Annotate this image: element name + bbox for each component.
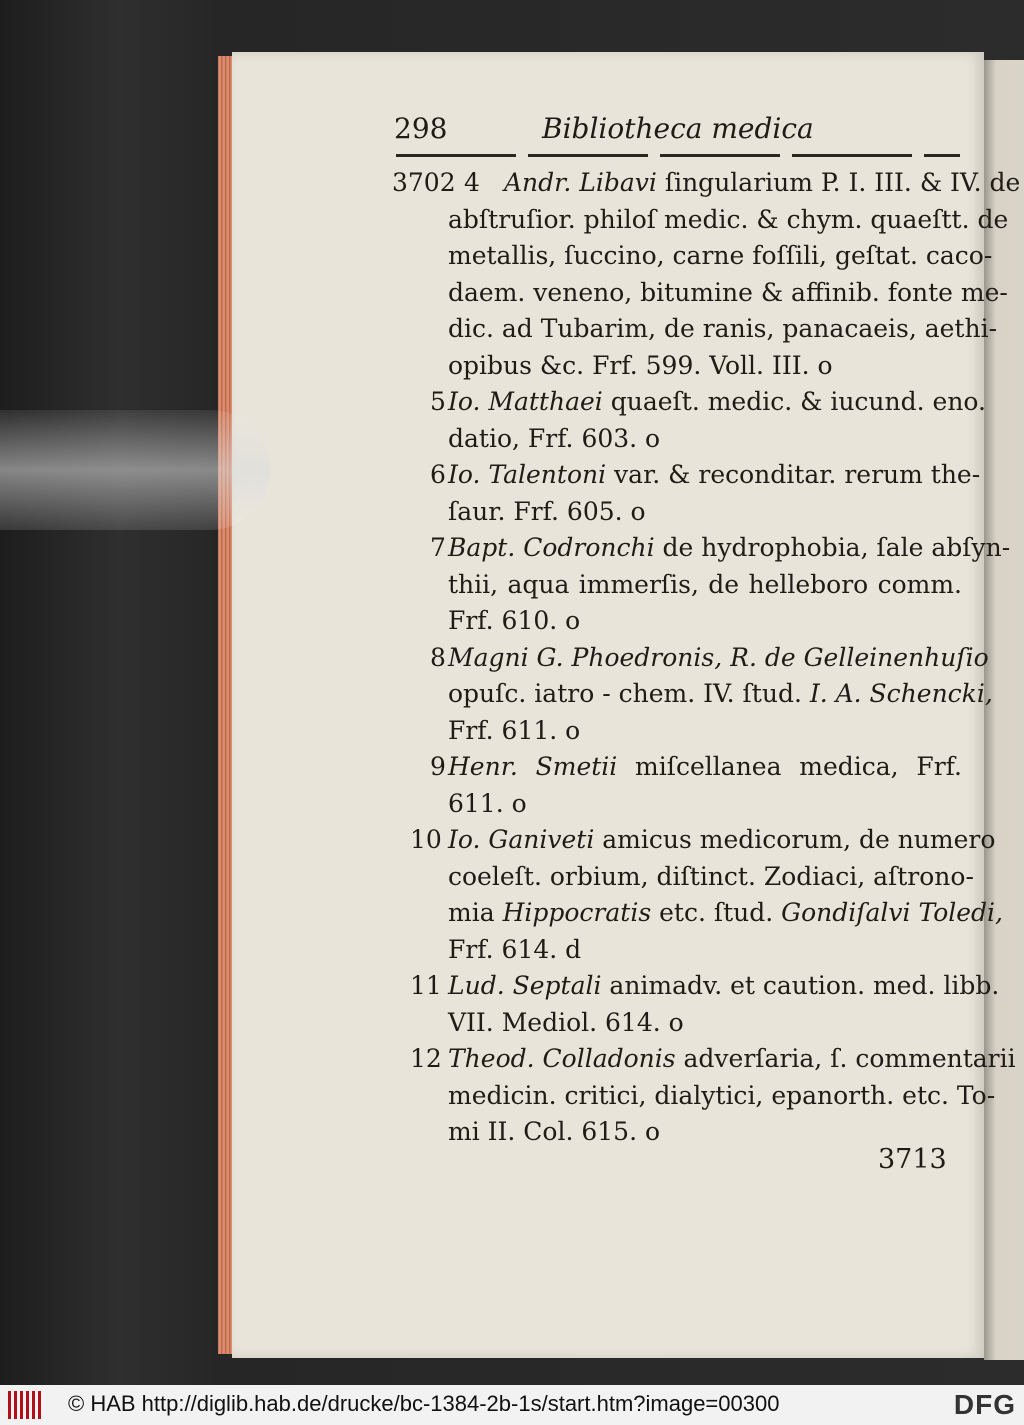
entry-text: mi II. Col. 615. o (448, 1117, 661, 1146)
entry-text: ſingularium P. I. III. & IV. de (656, 168, 1021, 197)
entry-line (392, 202, 1009, 239)
entry-text: Frf. 611. o (448, 715, 581, 745)
entry-text: 611. o (448, 788, 527, 818)
entry-text: de hydrophobia, ſale abſyn- (654, 533, 1011, 562)
entry-line (392, 640, 989, 677)
dfg-logo: DFG (953, 1389, 1016, 1420)
entry-text: coeleſt. orbium, diſtinct. Zodiaci, aſtrono- (448, 861, 974, 891)
entry-line (392, 275, 1008, 312)
italic-text: Gondiſalvi Toledi, (781, 898, 1004, 927)
entry-line (392, 859, 974, 896)
entry-text: abſtruſior. philoſ medic. & chym. quaeſtt. de (448, 204, 1009, 234)
catalog-entries (392, 165, 1021, 1151)
italic-text: Io. Matthaei (448, 387, 603, 416)
entry-line (392, 494, 962, 531)
entry-text: opuſc. iatro - chem. IV. ſtud. (448, 679, 810, 708)
entry-line (392, 932, 962, 969)
entry-number: 4 (464, 168, 480, 197)
entry-number: 11 (410, 971, 442, 1000)
entry-line (392, 968, 1000, 1005)
barcode-icon (8, 1391, 42, 1419)
entry-line (392, 530, 1011, 567)
entry-line (392, 713, 962, 750)
entry-text: Frf. 614. d (448, 934, 582, 964)
entry-number: 9 (430, 752, 446, 781)
entry-line (392, 1114, 962, 1151)
entry-line (392, 384, 986, 421)
catalog-number: 3702 (392, 168, 456, 197)
entry-line (392, 238, 993, 275)
italic-text: Hippocratis (502, 898, 652, 927)
italic-text: Andr. Libavi (504, 168, 657, 197)
page-number: 298 (394, 112, 448, 145)
entry-text: var. & reconditar. rerum the- (606, 460, 981, 489)
entry-line (392, 1041, 1016, 1078)
entry-line (392, 676, 993, 713)
entry-number: 5 (430, 387, 446, 416)
catalog-entry (392, 968, 1000, 1041)
entry-number: 7 (430, 533, 446, 562)
entry-text: ſaur. Frf. 605. o (448, 496, 646, 526)
italic-text: Io. Ganiveti (448, 825, 595, 854)
entry-text: Frf. 610. o (448, 606, 581, 635)
italic-text: Magni G. Phoedronis, R. de Gelleinenhuſio (448, 642, 989, 672)
italic-text: Lud. Septali (448, 971, 602, 1000)
entry-text: dic. ad Tubarim, de ranis, panacaeis, aethi- (448, 314, 998, 343)
catalog-entry (392, 165, 1021, 384)
entry-text: daem. veneno, bitumine & affinib. fonte me- (448, 277, 1008, 307)
catchword: 3713 (878, 1144, 947, 1175)
entry-text: mia (448, 898, 503, 927)
entry-text: quaeſt. medic. & iucund. eno. (602, 387, 986, 416)
entry-number: 10 (410, 825, 442, 854)
entry-text: amicus medicorum, de numero (594, 825, 996, 854)
entry-line (392, 421, 962, 458)
entry-line (392, 1005, 962, 1042)
italic-text: Io. Talentoni (448, 460, 607, 489)
entry-number: 6 (430, 460, 446, 489)
entry-line (392, 822, 996, 859)
entry-line (392, 457, 981, 494)
running-head (394, 112, 964, 152)
entry-line (392, 1078, 996, 1115)
entry-line (392, 603, 962, 640)
catalog-entry (392, 749, 962, 822)
entry-text: animadv. et caution. med. libb. (601, 971, 1000, 1000)
catalog-entry (392, 640, 993, 750)
entry-text: opibus &c. Frf. 599. Voll. III. o (448, 350, 833, 380)
entry-line (392, 749, 962, 786)
entry-text: etc. ſtud. (651, 898, 782, 927)
entry-text: thii, aqua immerſis, de helleboro comm. (448, 569, 962, 599)
entry-text: medicin. critici, dialytici, epanorth. etc. To- (448, 1080, 996, 1110)
header-rule (396, 154, 960, 157)
catalog-entry (392, 1041, 1016, 1151)
viewer-footer (0, 1385, 1024, 1425)
entry-number: 12 (410, 1044, 442, 1073)
entry-line (392, 895, 1004, 932)
entry-line (392, 348, 962, 385)
entry-line (392, 786, 962, 823)
entry-text: miſcellanea medica, Frf. (617, 752, 962, 781)
entry-line (392, 311, 998, 348)
italic-text: Bapt. Codronchi (448, 533, 655, 562)
entry-line (392, 567, 962, 604)
italic-text: Henr. Smetii (448, 752, 618, 781)
catalog-entry (392, 457, 981, 530)
catalog-entry (392, 822, 1004, 968)
running-title: Bibliotheca medica (542, 112, 814, 145)
entry-text: VII. Mediol. 614. o (448, 1007, 684, 1037)
entry-text: adverſaria, ſ. commentarii (675, 1044, 1016, 1073)
italic-text: I. A. Schencki, (809, 679, 993, 708)
glass-page-holder (0, 410, 270, 530)
citation-link[interactable]: © HAB http://diglib.hab.de/drucke/bc-1384-2b-1s/start.htm?image=00300 (68, 1391, 780, 1416)
catalog-entry (392, 530, 1011, 640)
italic-text: Theod. Colladonis (448, 1044, 676, 1073)
entry-text: metallis, ſuccino, carne foſſili, geſtat. caco- (448, 241, 993, 270)
entry-number: 8 (430, 642, 446, 672)
catalog-entry (392, 384, 986, 457)
entry-text: datio, Frf. 603. o (448, 423, 661, 453)
